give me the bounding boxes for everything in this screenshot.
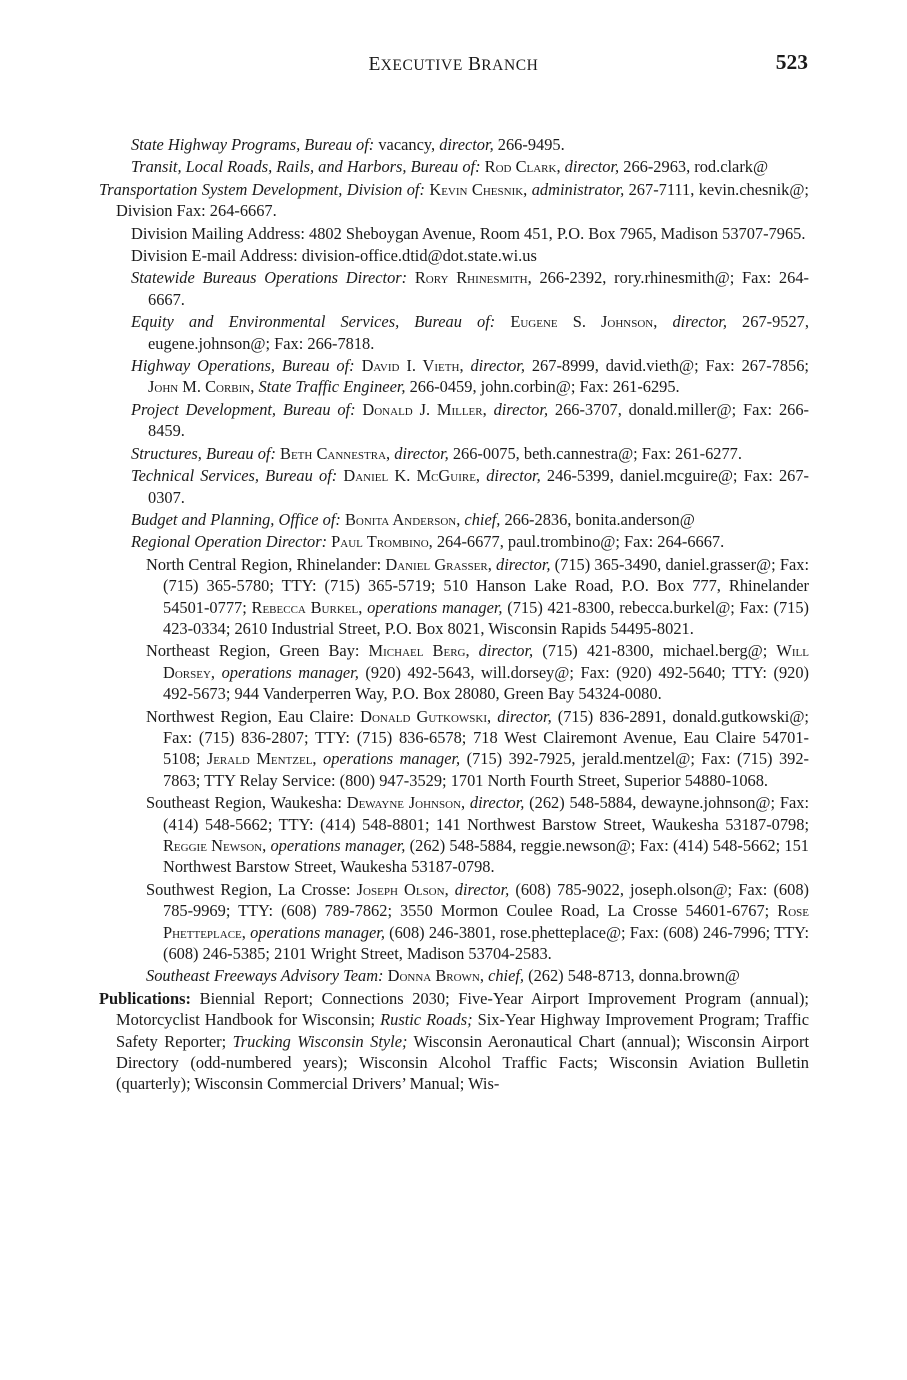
directory-entry: Northwest Region, Eau Claire: Donald Gutkowski, director, (715) 836-2891, donald.gutkowski@; Fax: (715) 836-2807; TTY: (715) 836-6578; 718 West Clairemont Avenue, Eau Claire 54701-5108; Jerald Mentzel, operations manager, (715) 392-7925, jerald.mentzel@; Fax: (715) 392-7863; TTY Relay Service: (800) 947-3529; 1701 North Fourth Street, Superior 54880-1068.	[146, 706, 810, 790]
directory-entry: Equity and Environmental Services, Bureau of: Eugene S. Johnson, director, 267-9527, eugene.johnson@; Fax: 266-7818.	[131, 312, 809, 353]
publications-entry: Publications: Biennial Report; Connections 2030; Five-Year Airport Improvement Program (annual); Motorcyclist Handbook for Wisconsin; Rustic Roads; Six-Year Highway Improvement Program; Traffic Safety Reporter; Trucking Wisconsin Style; Wisconsin Aeronautical Chart (annual); Wisconsin Airport Directory (odd-numbered years); Wisconsin Alcohol Traffic Facts; Wisconsin Aviation Bulletin (quarterly); Wisconsin Commercial Drivers’ Manual; Wis-	[99, 988, 810, 1094]
directory-entry: Statewide Bureaus Operations Director: Rory Rhinesmith, 266-2392, rory.rhinesmith@; Fax: 264-6667.	[131, 268, 809, 309]
publications-label: Publications:	[99, 988, 191, 1008]
directory-entry: Budget and Planning, Office of: Bonita Anderson, chief, 266-2836, bonita.anderson@	[131, 509, 695, 529]
directory-entry: Regional Operation Director: Paul Trombino, 264-6677, paul.trombino@; Fax: 264-6667.	[131, 532, 725, 552]
directory-entry: Southeast Freeways Advisory Team: Donna Brown, chief, (262) 548-8713, donna.brown@	[146, 966, 740, 986]
directory-entry: Northeast Region, Green Bay: Michael Berg, director, (715) 421-8300, michael.berg@; Will Dorsey, operations manager, (920) 492-5643, will.dorsey@; Fax: (920) 492-5640; TTY: (920) 492-5673; 944 Vanderperren Way, P.O. Box 28080, Green Bay 54324-0080.	[146, 641, 809, 704]
directory-entry: Division Mailing Address: 4802 Sheboygan Avenue, Room 451, P.O. Box 7965, Madison 53707-7965.	[131, 223, 806, 243]
directory-content	[99, 134, 809, 1096]
directory-entry: State Highway Programs, Bureau of: vacancy, director, 266-9495.	[131, 135, 565, 154]
directory-entry: North Central Region, Rhinelander: Daniel Grasser, director, (715) 365-3490, daniel.grasser@; Fax: (715) 365-5780; TTY: (715) 365-5719; 510 Hanson Lake Road, P.O. Box 777, Rhinelander 54501-0777; Rebecca Burkel, operations manager, (715) 421-8300, rebecca.burkel@; Fax: (715) 423-0334; 2610 Industrial Street, P.O. Box 8021, Wisconsin Rapids 54495-8021.	[146, 554, 810, 638]
directory-entry: Southeast Region, Waukesha: Dewayne Johnson, director, (262) 548-5884, dewayne.johnson@; Fax: (414) 548-5662; TTY: (414) 548-8801; 141 Northwest Barstow Street, Waukesha 53187-0798; Reggie Newson, operations manager, (262) 548-5884, reggie.newson@; Fax: (414) 548-5662; 151 Northwest Barstow Street, Waukesha 53187-0798.	[146, 793, 809, 877]
directory-entry: Highway Operations, Bureau of: David I. Vieth, director, 267-8999, david.vieth@; Fax: 267-7856; John M. Corbin, State Traffic Engineer, 266-0459, john.corbin@; Fax: 261-6295.	[131, 356, 809, 397]
page-header	[0, 50, 907, 80]
directory-entry: Southwest Region, La Crosse: Joseph Olson, director, (608) 785-9022, joseph.olson@; Fax: (608) 785-9969; TTY: (608) 789-7862; 3550 Mormon Coulee Road, La Crosse 54601-6767; Rose Phetteplace, operations manager, (608) 246-3801, rose.phetteplace@; Fax: (608) 246-7996; TTY: (608) 246-5385; 2101 Wright Street, Madison 53704-2583.	[146, 879, 809, 964]
directory-entry: Division E-mail Address: division-office.dtid@dot.state.wi.us	[131, 246, 537, 266]
directory-entry: Project Development, Bureau of: Donald J. Miller, director, 266-3707, donald.miller@; Fax: 266-8459.	[131, 399, 809, 441]
directory-entry: Transportation System Development, Division of: Kevin Chesnik, administrator, 267-7111, kevin.chesnik@; Division Fax: 264-6667.	[99, 179, 809, 221]
directory-entry: Transit, Local Roads, Rails, and Harbors, Bureau of: Rod Clark, director, 266-2963, rod.clark@	[131, 157, 769, 177]
directory-entry: Structures, Bureau of: Beth Cannestra, director, 266-0075, beth.cannestra@; Fax: 261-6277.	[131, 443, 742, 463]
directory-entry: Technical Services, Bureau of: Daniel K. McGuire, director, 246-5399, daniel.mcguire@; Fax: 267-0307.	[131, 466, 810, 507]
page-number: 523	[775, 50, 808, 74]
running-head: EXECUTIVE BRANCH	[368, 54, 539, 75]
